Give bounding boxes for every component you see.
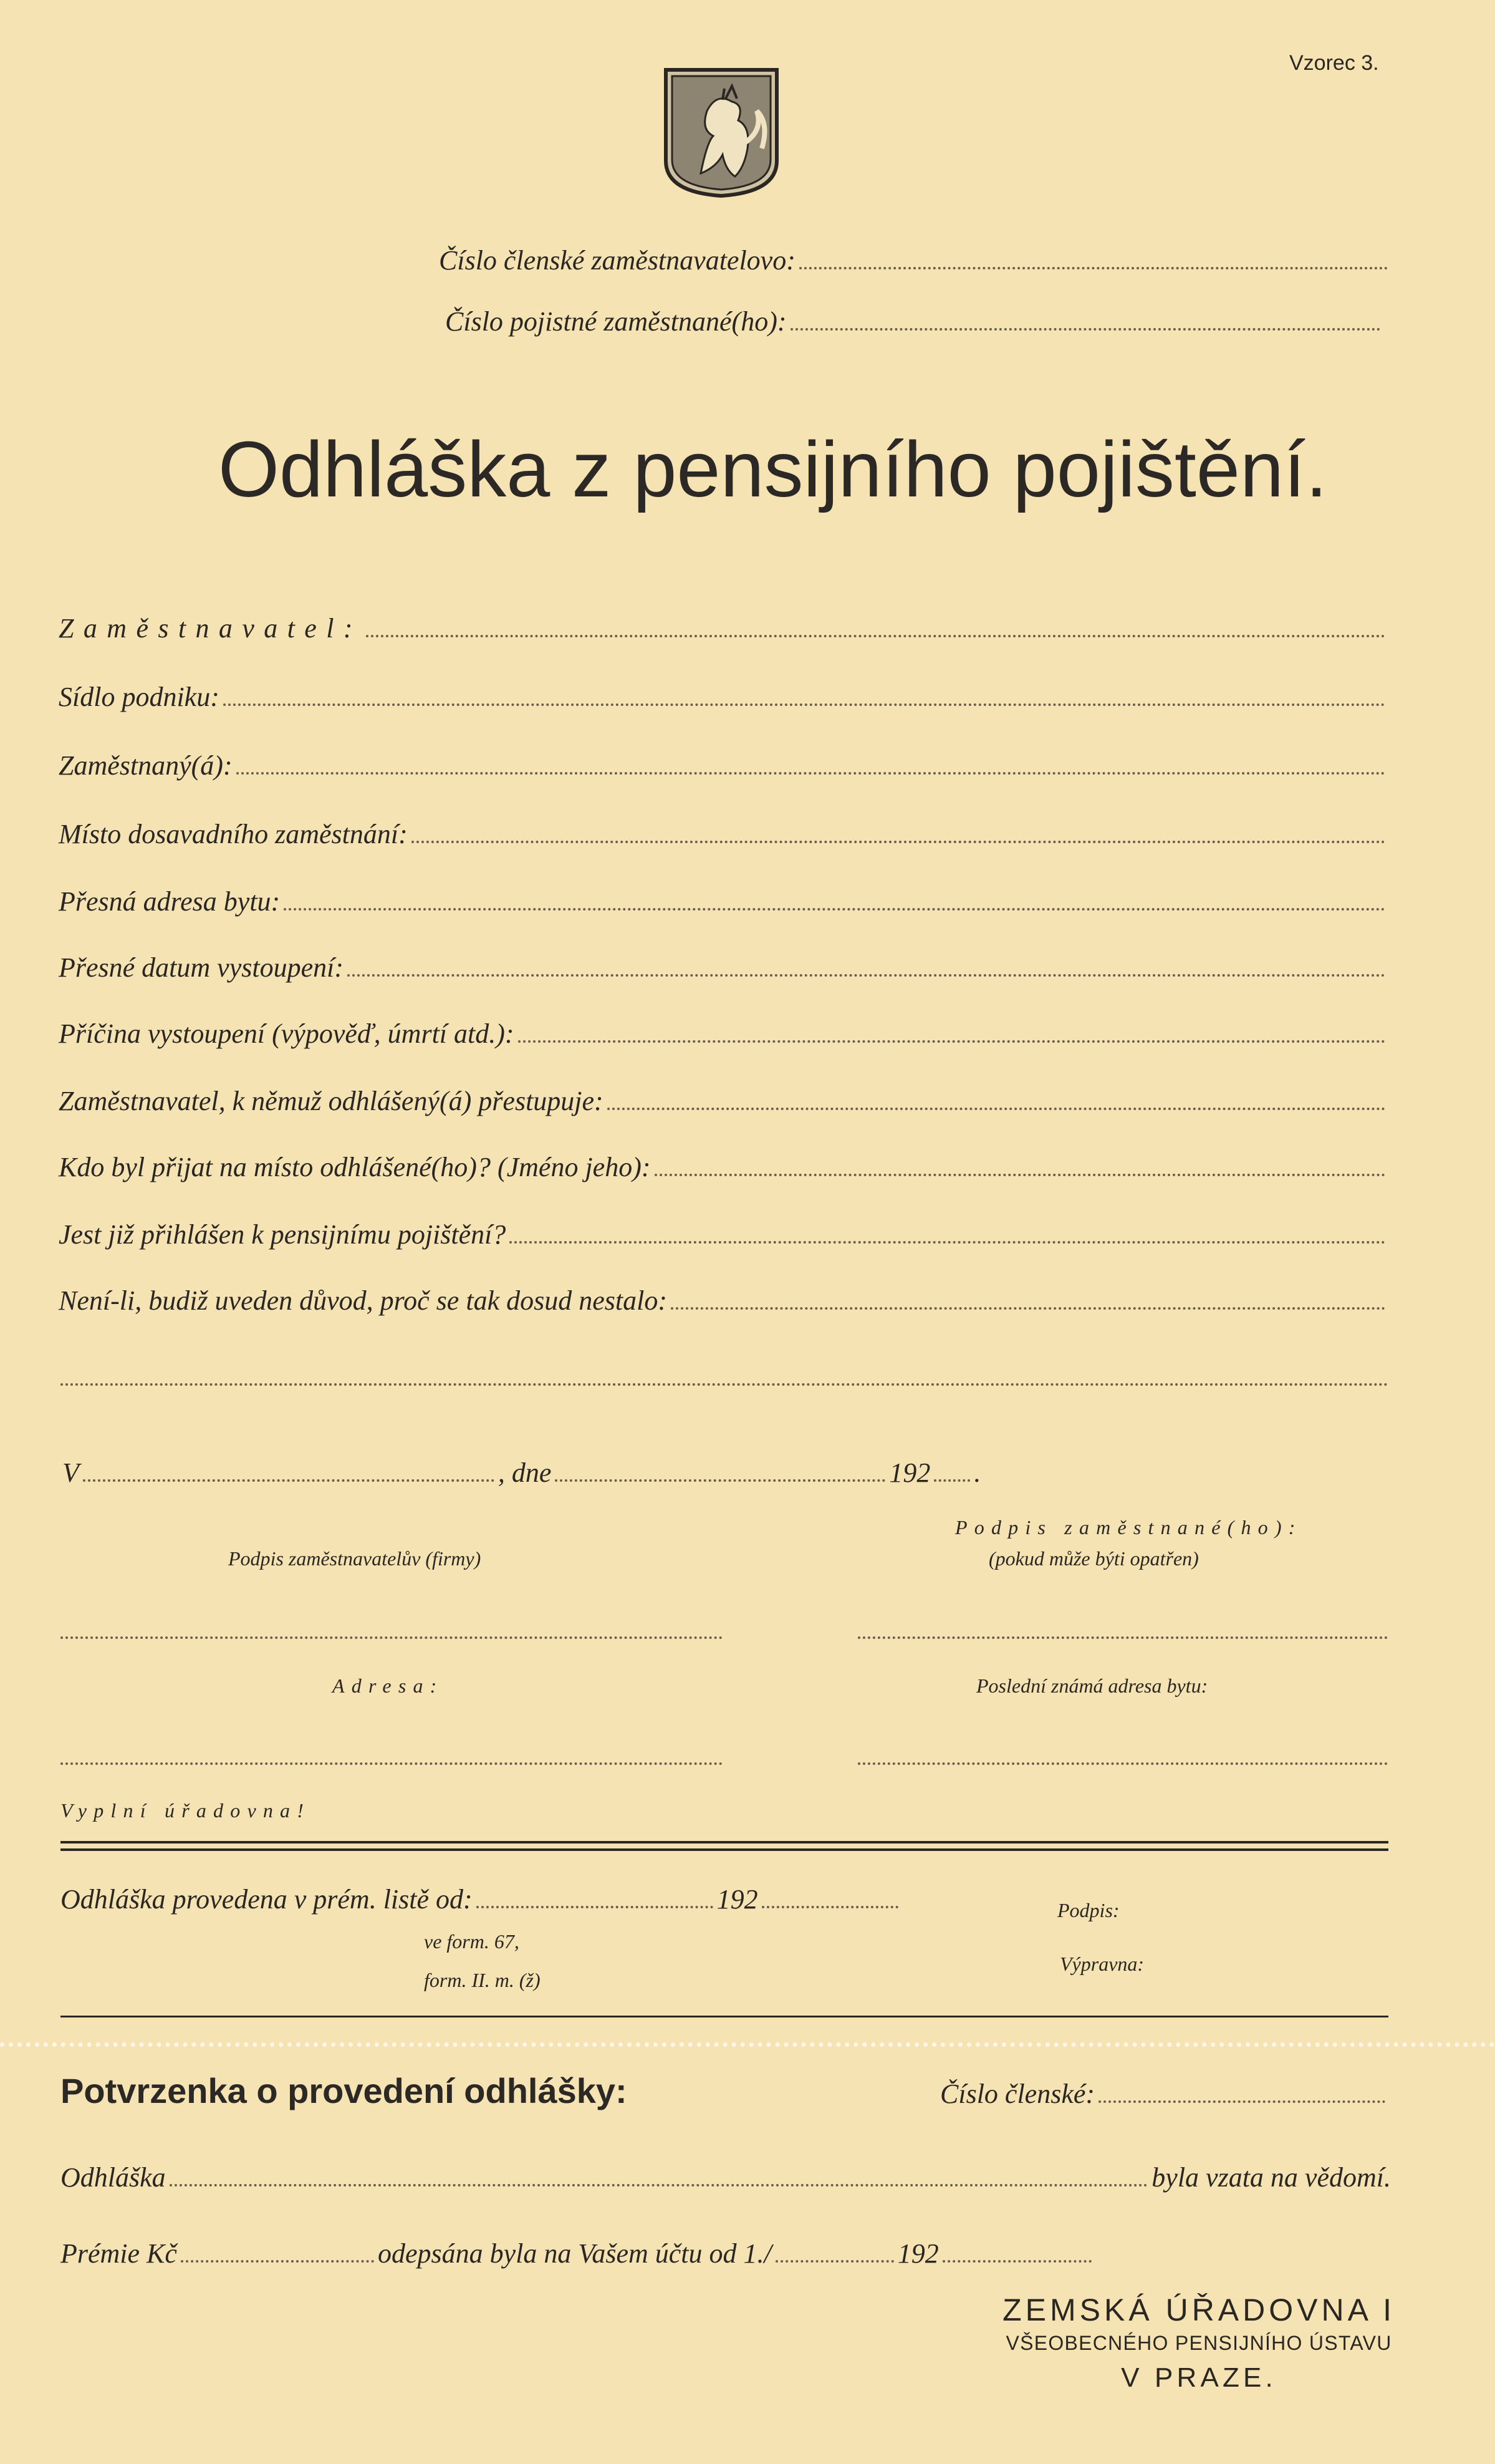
field-input-employer[interactable]: [366, 635, 1385, 637]
field-input-seat[interactable]: [223, 703, 1385, 706]
form-II-label: form. II. m. (ž): [424, 1969, 541, 1991]
field-input-exit-date[interactable]: [347, 974, 1385, 977]
receipt-member-label: Číslo členské:: [940, 2079, 1095, 2109]
perforation-line: [0, 2042, 1495, 2047]
field-row-workplace: [59, 821, 1389, 848]
year-prefix: 192: [889, 1457, 931, 1488]
receipt-member-input[interactable]: [1098, 2100, 1385, 2103]
double-rule-bottom: [60, 1848, 1388, 1851]
field-label-registered: Jest již přihlášen k pensijnímu pojištění?: [59, 1219, 506, 1250]
receipt-odhlaska-row: [60, 2164, 1391, 2191]
place-date-end: .: [974, 1457, 981, 1488]
receipt-premium-row: [60, 2240, 1095, 2268]
field-row-new-employer: [59, 1088, 1389, 1115]
date-input[interactable]: [555, 1479, 885, 1482]
double-rule-top: [60, 1841, 1388, 1843]
field-row-employer: [59, 615, 1389, 642]
last-address-label: Poslední známá adresa bytu:: [976, 1674, 1208, 1697]
field-input-reason[interactable]: [671, 1307, 1385, 1310]
field-label-reason: Není-li, budiž uveden důvod, proč se tak dosud nestalo:: [59, 1285, 667, 1316]
receipt-odhlaska-input[interactable]: [170, 2184, 1148, 2186]
receipt-odhlaska-label: Odhláška: [60, 2162, 166, 2193]
field-row-registered: [59, 1221, 1389, 1249]
performed-label: Odhláška provedena v prém. listě od:: [60, 1884, 473, 1915]
insurance-number-employee-field[interactable]: [791, 328, 1380, 331]
field-row-exit-date: [59, 954, 1389, 982]
place-date-row: [62, 1459, 1010, 1487]
field-row-exit-reason: [59, 1020, 1389, 1048]
performed-year: 192: [716, 1884, 758, 1915]
office-instruction: Vyplní úřadovna!: [60, 1799, 311, 1822]
issuer-block: [1002, 2292, 1395, 2394]
performed-row: [60, 1886, 902, 1913]
field-label-address: Přesná adresa bytu:: [59, 886, 281, 917]
field-label-new-employer: Zaměstnavatel, k němuž odhlášený(á) přestupuje:: [59, 1086, 603, 1116]
field-label-workplace: Místo dosavadního zaměstnání:: [59, 819, 408, 849]
field-label-exit-date: Přesné datum vystoupení:: [59, 952, 344, 983]
employer-signature-line[interactable]: [60, 1636, 723, 1639]
field-label-exit-reason: Příčina vystoupení (výpověď, úmrtí atd.):: [59, 1018, 514, 1049]
receipt-title: Potvrzenka o provedení odhlášky:: [60, 2071, 627, 2110]
receipt-member-row: [940, 2080, 1389, 2108]
year-input[interactable]: [934, 1479, 970, 1482]
employer-signature-label: Podpis zaměstnavatelův (firmy): [228, 1547, 481, 1570]
field-row-seat: [59, 684, 1389, 711]
receipt-year-label: 192: [897, 2238, 939, 2269]
employee-signature-line[interactable]: [858, 1636, 1388, 1639]
member-number-employer-row: [439, 247, 1392, 274]
receipt-premium-label: Prémie Kč: [60, 2238, 177, 2269]
field-label-employee: Zaměstnaný(á):: [59, 750, 233, 781]
member-number-employer-label: Číslo členské zaměstnavatelovo:: [439, 245, 796, 276]
form-number: Vzorec 3.: [1289, 51, 1379, 75]
field-row-replacement: [59, 1154, 1389, 1181]
insurance-number-employee-row: [445, 308, 1384, 336]
employee-signature-label: Podpis zaměstnané(ho):: [955, 1516, 1302, 1539]
field-input-workplace[interactable]: [411, 841, 1385, 843]
address-label: Adresa:: [332, 1674, 444, 1697]
member-number-employer-field[interactable]: [799, 267, 1388, 269]
field-label-seat: Sídlo podniku:: [59, 682, 219, 712]
place-input[interactable]: [83, 1479, 494, 1482]
field-input-address[interactable]: [284, 908, 1385, 911]
last-address-line[interactable]: [858, 1762, 1388, 1765]
receipt-acknowledged-label: byla vzata na vědomí.: [1151, 2162, 1391, 2193]
form-67-label: ve form. 67,: [424, 1930, 519, 1953]
coat-of-arms-emblem: [663, 67, 779, 198]
field-input-employee[interactable]: [236, 772, 1385, 775]
issuer-line2: VŠEOBECNÉHO PENSIJNÍHO ÚSTAVU: [1006, 2332, 1392, 2354]
performed-year-input[interactable]: [762, 1906, 898, 1908]
dispatch-label: Výpravna:: [1060, 1953, 1145, 1975]
receipt-year-input[interactable]: [943, 2260, 1092, 2263]
address-line[interactable]: [60, 1762, 723, 1765]
insurance-number-employee-label: Číslo pojistné zaměstnané(ho):: [445, 306, 787, 337]
receipt-premium-input[interactable]: [181, 2260, 374, 2263]
field-input-registered[interactable]: [509, 1241, 1385, 1244]
field-row-address: [59, 888, 1389, 916]
field-label-replacement: Kdo byl přijat na místo odhlášené(ho)? (Jméno jeho):: [59, 1152, 651, 1182]
field-label-employer: Zaměstnavatel:: [59, 613, 362, 644]
field-row-reason: [59, 1287, 1389, 1315]
place-prefix: V: [62, 1457, 79, 1488]
employee-signature-note: (pokud může býti opatřen): [989, 1547, 1199, 1570]
date-prefix: , dne: [498, 1457, 552, 1488]
receipt-date-input[interactable]: [776, 2260, 894, 2263]
office-signature-label: Podpis:: [1057, 1899, 1120, 1921]
field-input-replacement[interactable]: [655, 1174, 1385, 1176]
section-rule: [60, 2016, 1388, 2017]
issuer-line3: V PRAZE.: [1121, 2362, 1277, 2393]
receipt-written-off-label: odepsána byla na Vašem účtu od 1./: [377, 2238, 772, 2269]
field-input-reason-continued[interactable]: [60, 1383, 1388, 1386]
performed-date-input[interactable]: [476, 1906, 713, 1908]
issuer-line1: ZEMSKÁ ÚŘADOVNA I: [1002, 2292, 1395, 2327]
page-title: Odhláška z pensijního pojištění.: [218, 425, 1328, 513]
field-row-employee: [59, 752, 1389, 780]
field-input-exit-reason[interactable]: [518, 1040, 1385, 1043]
field-input-new-employer[interactable]: [607, 1108, 1385, 1110]
